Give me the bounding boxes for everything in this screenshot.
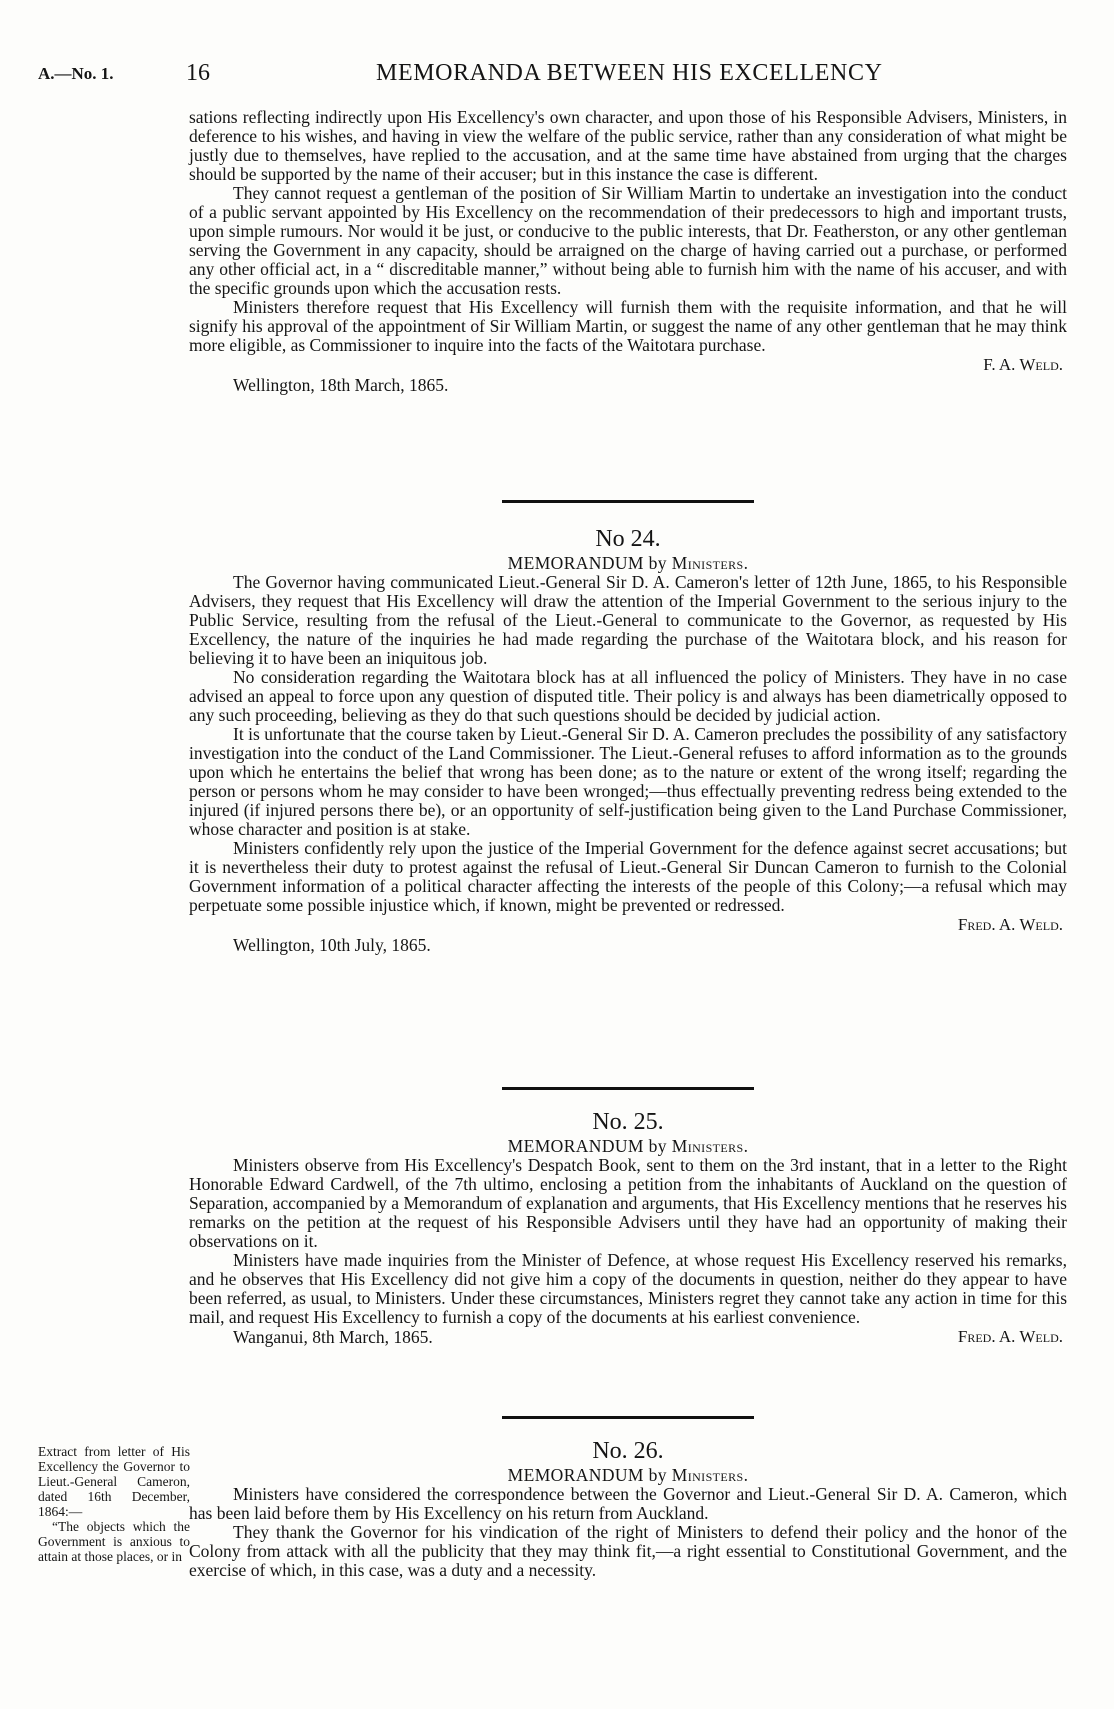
section-divider bbox=[502, 1087, 754, 1090]
paragraph: sations reflecting indirectly upon His Excellency's own character, and upon those of his Responsible Advisers, Ministers, in deference to his wishes, and having in view the welfare of the public service, rather than any consideration of what might be justly due to themselves, have replied to the accusation, and at the same time have abstained from urging that the charges should be supported by the name of their accuser; but in this instance the case is different. bbox=[189, 107, 1067, 184]
signature: Fred. A. Weld. bbox=[957, 915, 1063, 934]
margin-note bbox=[38, 1444, 190, 1564]
paragraph: Ministers confidently rely upon the justice of the Imperial Government for the defence against secret accusations; but it is nevertheless their duty to protest against the refusal of Lieut.-General Sir Duncan Cameron to furnish to the Colonial Government information of a political character affecting the interests of the people of this Colony;—a refusal which may perpetuate some possible injustice which, if known, might be prevented or redressed. bbox=[189, 838, 1067, 915]
memorandum-26 bbox=[189, 1416, 1067, 1580]
page-number: 16 bbox=[186, 60, 210, 86]
dateline: Wanganui, 8th March, 1865. bbox=[233, 1327, 433, 1347]
memo-title-by: by bbox=[648, 1465, 667, 1485]
section-divider bbox=[502, 1416, 754, 1419]
memo-title-by: by bbox=[648, 553, 667, 573]
memo-title-author: Ministers. bbox=[671, 1136, 749, 1156]
running-header bbox=[38, 60, 1078, 90]
memo-title bbox=[189, 553, 1067, 573]
paragraph: No consideration regarding the Waitotara block has at all influenced the policy of Ministers. They have in no case advised an appeal to force upon any question of disputed title. Their policy is and always has been diametrically opposed to any such proceeding, believing as they do that such questions should be decided by judicial action. bbox=[189, 667, 1067, 725]
closing-line bbox=[189, 1327, 1067, 1347]
memo-number: No 24. bbox=[595, 526, 661, 552]
paragraph: The Governor having communicated Lieut.-General Sir D. A. Cameron's letter of 12th June, 1865, to his Responsible Advisers, they request that His Excellency will draw the attention of the Imperial Government to the serious injury to the Public Service, resulting from the refusal of the Lieut.-General to communicate to the Governor, as requested by His Excellency, the nature of the inquiries he had made regarding the purchase of the Waitotara block, and his reason for believing it to have been an iniquitous job. bbox=[189, 572, 1067, 668]
running-title: MEMORANDA BETWEEN HIS EXCELLENCY bbox=[376, 60, 883, 86]
memo-title bbox=[189, 1136, 1067, 1156]
document-reference: A.—No. 1. bbox=[38, 64, 114, 83]
paragraph: Ministers have considered the correspondence between the Governor and Lieut.-General Sir D. A. Cameron, which has been laid before them by His Excellency on his return from Auckland. bbox=[189, 1484, 1067, 1523]
margin-note-heading: Extract from letter of His Excellency the Governor to Lieut.-General Cameron, dated 16th December, 1864:— bbox=[38, 1444, 190, 1519]
memo-title-author: Ministers. bbox=[671, 553, 749, 573]
section-divider bbox=[502, 500, 754, 503]
memo-number: No. 25. bbox=[592, 1109, 664, 1135]
paragraph: Ministers therefore request that His Excellency will furnish them with the requisite information, and that he will signify his approval of the appointment of Sir William Martin, or suggest the name of any other gentleman that he may think more eligible, as Commissioner to inquire into the facts of the Waitotara purchase. bbox=[189, 297, 1067, 355]
memo-title-main: MEMORANDUM bbox=[507, 553, 644, 573]
dateline: Wellington, 18th March, 1865. bbox=[233, 375, 449, 395]
memorandum-25 bbox=[189, 1087, 1067, 1347]
signature: Fred. A. Weld. bbox=[957, 1327, 1063, 1346]
paragraph: Ministers have made inquiries from the Minister of Defence, at whose request His Excellency reserved his remarks, and he observes that His Excellency did not give him a copy of the documents in question, neither do they appear to have been referred, as usual, to Ministers. Under these circumstances, Ministers regret they cannot take any action in time for this mail, and request His Excellency to furnish a copy of the documents at his earliest convenience. bbox=[189, 1250, 1067, 1327]
memorandum-24 bbox=[189, 500, 1067, 955]
memo-title-main: MEMORANDUM bbox=[507, 1136, 644, 1156]
memo-title bbox=[189, 1465, 1067, 1485]
memo-title-main: MEMORANDUM bbox=[507, 1465, 644, 1485]
paragraph: They cannot request a gentleman of the position of Sir William Martin to undertake an investigation into the conduct of a public servant appointed by His Excellency on the recommendation of their predecessors to high and important trusts, upon simple rumours. Nor would it be just, or conducive to the public interests, that Dr. Featherston, or any other gentleman serving the Government in any capacity, should be arraigned on the charge of having carried out a purchase, or performed any other official act, in a “ discreditable manner,” without being able to furnish him with the name of his accuser, and with the specific grounds upon which the accusation rests. bbox=[189, 183, 1067, 298]
dateline: Wellington, 10th July, 1865. bbox=[233, 935, 431, 955]
memo-title-by: by bbox=[648, 1136, 667, 1156]
signature: F. A. Weld. bbox=[983, 355, 1063, 374]
memo-number: No. 26. bbox=[592, 1438, 664, 1464]
margin-note-quote: “The objects which the Government is anxious to attain at those places, or in bbox=[38, 1519, 190, 1564]
paragraph: Ministers observe from His Excellency's Despatch Book, sent to them on the 3rd instant, that in a letter to the Right Honorable Edward Cardwell, of the 7th ultimo, enclosing a petition from the inhabitants of Auckland on the question of Separation, accompanied by a Memorandum of explanation and arguments, that His Excellency mentions that he reserves his remarks on the petition at the request of his Responsible Advisers until they have had an opportunity of making their observations on it. bbox=[189, 1155, 1067, 1251]
paragraph: They thank the Governor for his vindication of the right of Ministers to defend their policy and the honor of the Colony from attack with all the publicity that they may think fit,—a right essential to Constitutional Government, and the exercise of which, in this case, was a duty and a necessity. bbox=[189, 1522, 1067, 1580]
paragraph: It is unfortunate that the course taken by Lieut.-General Sir D. A. Cameron precludes the possibility of any satisfactory investigation into the conduct of the Land Commissioner. The Lieut.-General refuses to afford information as to the grounds upon which he entertains the belief that wrong has been done; as to the nature or extent of the wrong itself; regarding the person or persons whom he may consider to have been wronged;—thus effectually preventing redress being extended to the injured (if injured persons there be), or an opportunity of self-justification being given to the Land Purchase Commissioner, whose character and position is at stake. bbox=[189, 724, 1067, 839]
continued-memorandum bbox=[189, 108, 1067, 395]
memo-title-author: Ministers. bbox=[671, 1465, 749, 1485]
